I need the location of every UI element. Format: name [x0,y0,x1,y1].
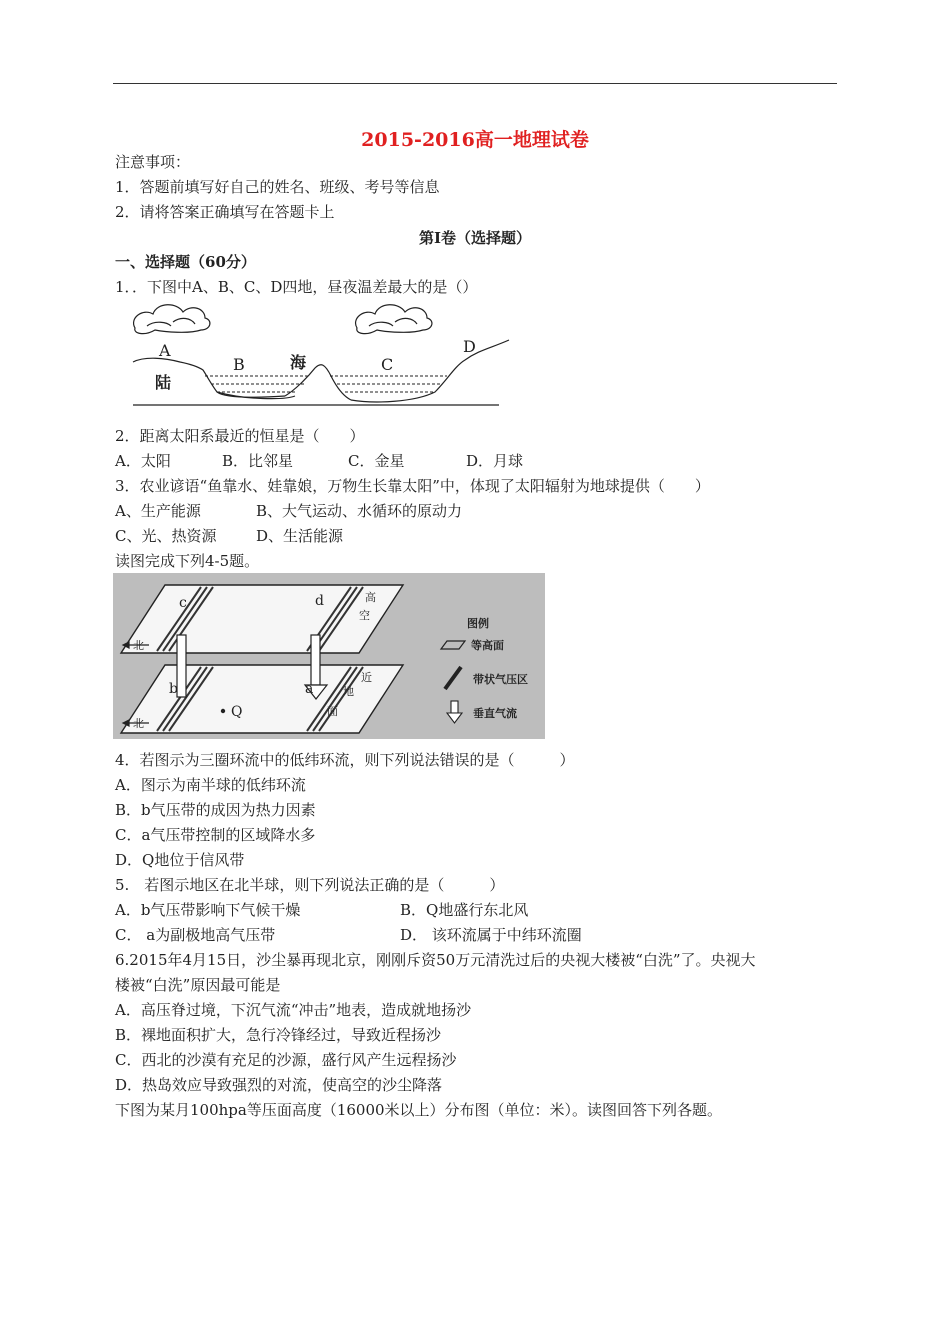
q6-option: A．高压脊过境，下沉气流“冲击”地表，造成就地扬沙 [115,1001,472,1019]
q4-option: D．Q地位于信风带 [115,851,245,869]
legend-item: 带状气压区 [473,673,528,686]
fig1-label-land: 陆 [155,373,172,392]
q3-option: D、生活能源 [256,527,344,545]
q1-stem: 1．．下图中A、B、C、D四地，昼夜温差最大的是（） [115,278,478,296]
fig1-label-a: A [159,341,171,360]
q5-option: B．Q地盛行东北风 [400,901,529,919]
fig1-label-b: B [233,355,245,374]
q3-option: A、生产能源 [115,502,201,520]
q6-option: C．西北的沙漠有充足的沙源，盛行风产生远程扬沙 [115,1051,457,1069]
page-title: 2015-2016高一地理试卷 [361,129,589,151]
q-point [221,709,225,713]
fig1-label-c: C [381,355,394,374]
q4-option: C．a气压带控制的区域降水多 [115,826,316,844]
q5-option: A．b气压带影响下气候干燥 [115,901,301,919]
fig2-label-c: c [179,595,187,611]
top-rule [113,83,837,84]
fig1-label-sea: 海 [290,353,307,372]
q2-option: A．太阳 [115,452,171,470]
q6-stem: 6.2015年4月15日，沙尘暴再现北京，刚刚斥资50万元清洗过后的央视大楼被“白洗”了。央视大 [115,951,756,969]
q4-stem: 4．若图示为三圈环流中的低纬环流，则下列说法错误的是（ ） [115,751,575,769]
fig2-label-b: b [169,681,178,697]
next-figure-intro: 下图为某月100hpa等压面高度（16000米以上）分布图（单位：米）。读图回答下列各题。 [115,1101,723,1119]
q5-option: C． a为副极地高气压带 [115,926,276,944]
fig2-label-near3: 面 [327,705,338,718]
notice-item: 1．答题前填写好自己的姓名、班级、考号等信息 [115,178,440,196]
q4-option: A．图示为南半球的低纬环流 [115,776,306,794]
legend-item: 等高面 [471,639,504,652]
q3-option: C、光、热资源 [115,527,217,545]
q5-option: D． 该环流属于中纬环流圈 [400,926,582,944]
fig2-label-near: 近 [361,671,372,684]
notice-heading: 注意事项： [115,153,191,171]
legend-title: 图例 [467,617,489,630]
fig2-label-d: d [315,593,324,609]
part-one-heading: 一、选择题（60分） [115,253,256,271]
q2-stem: 2．距离太阳系最近的恒星是（ ） [115,427,365,445]
q6-option: B．裸地面积扩大，急行冷锋经过，导致近程扬沙 [115,1026,442,1044]
q2-option: C．金星 [348,452,405,470]
q4-option: B．b气压带的成因为热力因素 [115,801,316,819]
q2-option: D．月球 [466,452,524,470]
fig1-label-d: D [463,337,476,356]
legend-item: 垂直气流 [473,707,517,720]
q3-option: B、大气运动、水循环的原动力 [256,502,463,520]
q4-5-figure [113,573,545,739]
notice-item: 2．请将答案正确填写在答题卡上 [115,203,335,221]
fig2-label-q: Q [231,704,243,720]
q6-stem-cont: 楼被“白洗”原因最可能是 [115,976,281,994]
fig2-label-near2: 地 [343,685,354,698]
q5-stem: 5. 若图示地区在北半球，则下列说法正确的是（ ） [115,876,505,894]
section-header: 第Ⅰ卷（选择题） [418,229,532,247]
fig2-label-high2: 空 [359,609,370,622]
north-label-bottom: 北 [133,717,144,730]
north-label-top: 北 [133,639,144,652]
q1-figure [125,300,515,412]
fig2-label-a: a [305,681,314,697]
q6-option: D．热岛效应导致强烈的对流，使高空的沙尘降落 [115,1076,443,1094]
q2-option: B．比邻星 [222,452,294,470]
q3-stem: 3．农业谚语“鱼靠水、娃靠娘，万物生长靠太阳”中，体现了太阳辐射为地球提供（ ） [115,477,710,495]
fig2-label-high: 高 [365,591,376,604]
read-instruction: 读图完成下列4-5题。 [115,552,260,570]
